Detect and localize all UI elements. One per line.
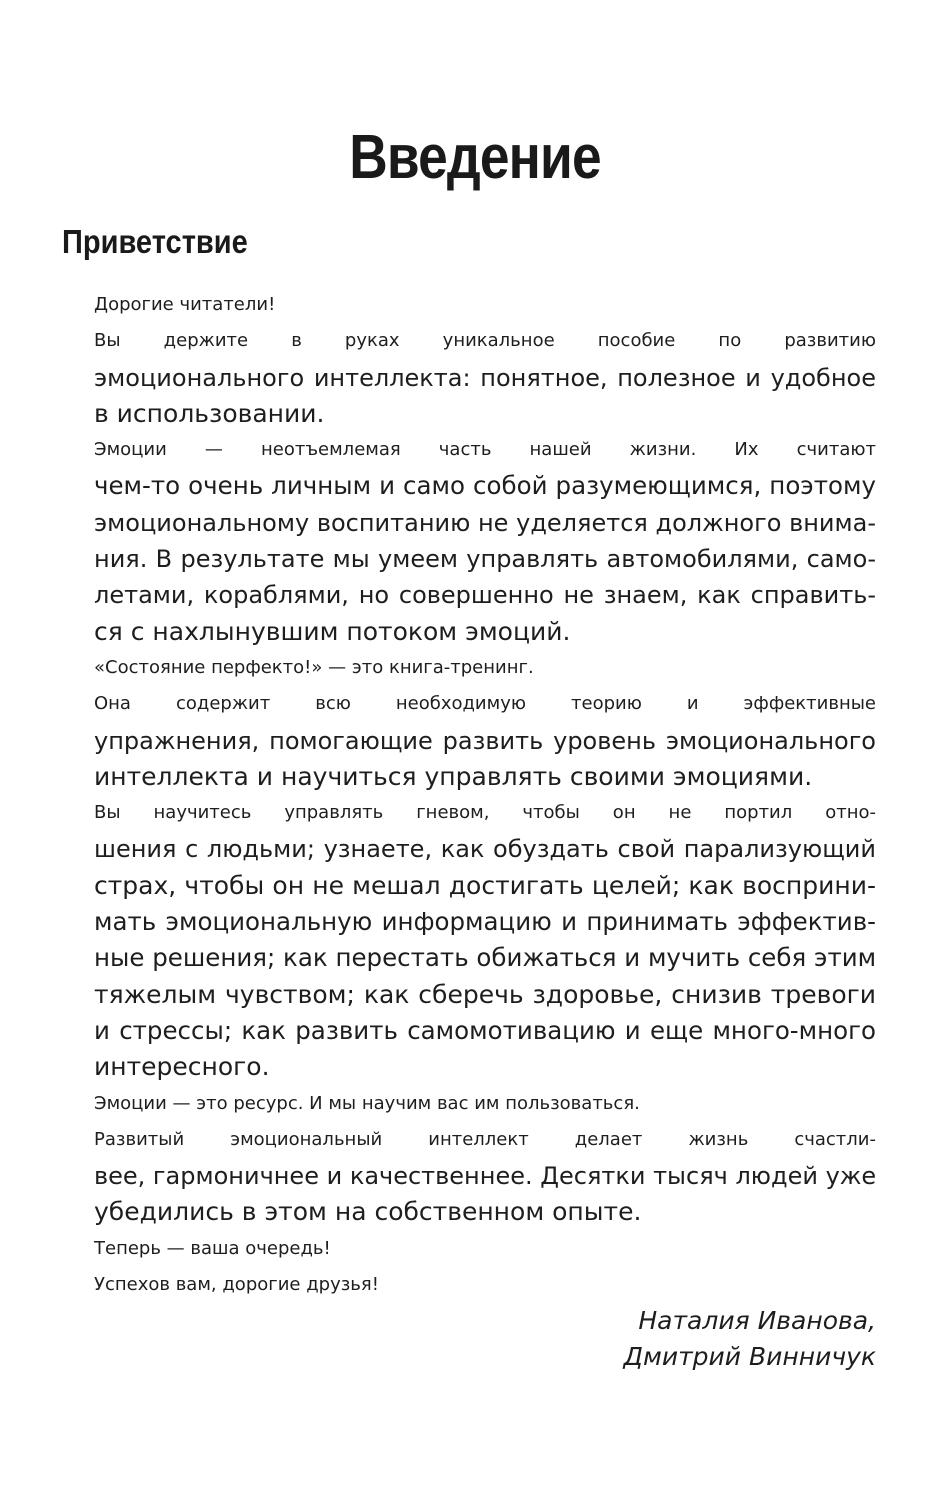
paragraph-line: эмоционального интеллекта: понятное, полезное и удобное — [94, 363, 876, 392]
paragraph-line: Развитый эмоциональный интеллект делает жизнь счастли- — [94, 1128, 876, 1150]
paragraph — [62, 686, 876, 795]
body-text — [62, 287, 876, 1303]
author-signature — [623, 1303, 876, 1375]
paragraph-line: Вы держите в руках уникальное пособие по развитию — [94, 330, 876, 352]
paragraph-line: летами, кораблями, но совершенно не знаем, как справить- — [94, 581, 876, 610]
paragraph-line: тяжелым чувством; как сберечь здоровье, снизив тревоги — [94, 979, 876, 1009]
paragraph-line: Теперь — ваша очередь! — [94, 1237, 331, 1259]
paragraph-line: ные решения; как перестать обижаться и мучить себя этим — [94, 943, 877, 973]
paragraph — [62, 795, 876, 1085]
paragraph — [62, 1086, 876, 1122]
paragraph — [62, 323, 876, 432]
chapter-title: Введение — [349, 123, 601, 192]
paragraph — [62, 287, 876, 323]
section-title: Приветствие — [62, 223, 248, 260]
author-line-1: Наталия Иванова, — [638, 1306, 876, 1335]
paragraph-line: Вы научитесь управлять гневом, чтобы он не портил отно- — [94, 802, 876, 824]
paragraph-line: в использовании. — [94, 398, 325, 428]
paragraph — [62, 1267, 876, 1303]
paragraph — [62, 1231, 876, 1267]
paragraph-line: Дорогие читатели! — [94, 294, 276, 315]
paragraph — [62, 650, 876, 686]
paragraph-line: вее, гармоничнее и качественнее. Десятки тысяч людей уже — [94, 1162, 877, 1191]
paragraph-line: Эмоции — неотъемлемая часть нашей жизни. Их считают — [94, 439, 876, 461]
paragraph-line: чем-то очень личным и само собой разумеющимся, поэтому — [94, 471, 876, 501]
paragraph-line: и стрессы; как развить самомотивацию и еще много-много — [94, 1015, 876, 1045]
paragraph-line: ся с нахлынувшим потоком эмоций. — [94, 616, 571, 646]
author-line-2: Дмитрий Винничук — [623, 1342, 876, 1371]
paragraph-line: шения с людьми; узнаете, как обуздать свой парализующий — [94, 835, 876, 864]
paragraph-line: Успехов вам, дорогие друзья! — [94, 1274, 379, 1296]
paragraph — [62, 1122, 876, 1231]
paragraph-line: эмоциональному воспитанию не уделяется должного внима- — [94, 508, 876, 537]
paragraph-line: «Состояние перфекто!» — это книга-тренинг. — [94, 656, 534, 678]
paragraph-line: ния. В результате мы умеем управлять автомобилями, само- — [94, 545, 876, 574]
paragraph-line: убедились в этом на собственном опыте. — [94, 1197, 642, 1227]
paragraph-line: упражнения, помогающие развить уровень эмоционального — [94, 726, 876, 755]
paragraph-line: страх, чтобы он не мешал достигать целей; как восприни- — [94, 870, 876, 900]
paragraph-line: интеллекта и научиться управлять своими эмоциями. — [94, 761, 813, 791]
paragraph-line: мать эмоциональную информацию и принимать эффектив- — [94, 907, 876, 937]
paragraph — [62, 432, 876, 650]
paragraph-line: интересного. — [94, 1052, 270, 1082]
paragraph-line: Эмоции — это ресурс. И мы научим вас им пользоваться. — [94, 1092, 640, 1114]
paragraph-line: Она содержит всю необходимую теорию и эффективные — [94, 693, 876, 715]
